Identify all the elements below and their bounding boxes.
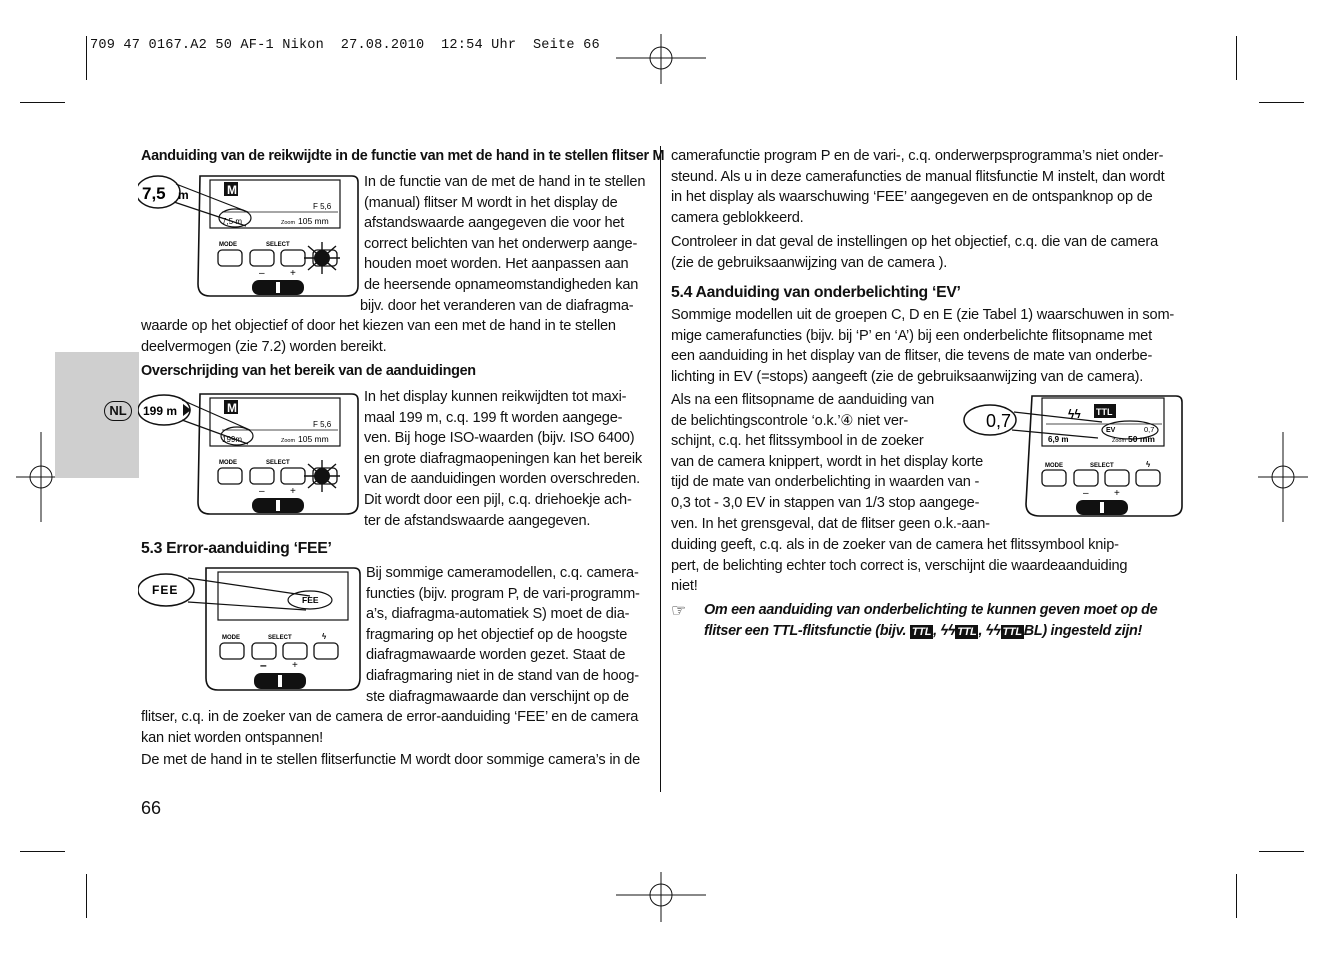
- ttl-badge: TTL: [1002, 626, 1022, 638]
- crop-mark: [86, 36, 87, 80]
- svg-text:0,7: 0,7: [1144, 425, 1155, 434]
- crop-mark: [1236, 874, 1237, 918]
- crop-mark: [20, 851, 65, 852]
- flash-display-figure-2: [138, 390, 362, 518]
- crop-mark: [1236, 36, 1237, 80]
- svg-text:105 mm: 105 mm: [298, 216, 329, 226]
- note-ttl-function: Om een aanduiding van onderbelichting te kunnen geven moet op de flitser een TTL-flitsfunctie (bijv. TTL , ϟϟ TTL , ϟϟ TTL BL) ingesteld zijn!: [704, 602, 1158, 639]
- svg-text:ϟ: ϟ: [1146, 460, 1151, 469]
- flash-display-figure-1: [138, 172, 362, 300]
- paragraph-range-manual-cont: waarde op het objectief of door het kiezen van een met de hand in te stellen deelvermogen (zie 7.2) worden bereikt.: [141, 318, 616, 355]
- svg-text:Zoom: Zoom: [281, 220, 296, 226]
- crop-mark: [1259, 102, 1304, 103]
- svg-text:MODE: MODE: [1045, 463, 1063, 469]
- svg-text:MODE: MODE: [222, 635, 240, 641]
- page-number: 66: [141, 798, 162, 818]
- range-callout: 199 m: [143, 404, 178, 418]
- svg-text:–: –: [259, 268, 265, 279]
- paragraph-underexposure: Sommige modellen uit de groepen C, D en E (zie Tabel 1) waarschuwen in som- mige camerafuncties (bijv. bij ‘P’ en ‘A’) bij een onderbelichte flitsopname met een aanduiding in het display van de flitser, die tevens de mate van onderbe- lichting in EV (=stops) aangeeft (zie de gebruiksaanwijzing van de camera).: [671, 307, 1175, 385]
- svg-text:50 mm: 50 mm: [1128, 434, 1155, 444]
- svg-text:7,5 m: 7,5 m: [222, 217, 243, 226]
- svg-text:6,9 m: 6,9 m: [1048, 435, 1069, 444]
- paragraph-range-exceeded: In het display kunnen reikwijdten tot maxi- maal 199 m, c.q. 199 ft worden aangege- ven. Bij hoge ISO-waarden (bijv. ISO 6400) en grote diafragmaopeningen kan het bereik van de aanduidingen worden overschreden. Dit wordt door een pijl, c.q. driehoekje ach- ter de afstandswaarde aangegeven.: [364, 389, 643, 529]
- language-label: NL: [104, 401, 132, 421]
- registration-mark-top: [616, 34, 706, 84]
- crop-mark: [1259, 851, 1304, 852]
- svg-text:–: –: [1083, 488, 1089, 499]
- svg-text:m: m: [178, 188, 189, 202]
- svg-text:M: M: [227, 401, 237, 415]
- svg-text:ϟϟ: ϟϟ: [1068, 407, 1081, 421]
- section-heading-5-3: 5.3 Error-aanduiding ‘FEE’: [141, 540, 332, 557]
- paragraph-ev-display-cont: duiding geeft, c.q. als in de zoeker van de camera het flitssymbool knip- pert, de belichting echter toch correct is, verschijnt die waardeaanduiding niet!: [671, 537, 1128, 595]
- svg-text:TTL: TTL: [1096, 407, 1113, 417]
- svg-text:+: +: [1114, 488, 1120, 499]
- svg-text:F 5,6: F 5,6: [313, 420, 332, 429]
- section-heading-5-4: 5.4 Aanduiding van onderbelichting ‘EV’: [671, 284, 961, 301]
- svg-text:+: +: [290, 268, 296, 279]
- paragraph-error-fee: Bij sommige cameramodellen, c.q. camera- functies (bijv. program P, de vari-programm- a’s, diafragma-automatiek S) moet de dia- fragmaring op het objectief op de hoogste diafragmawaarde worden gezet. Staat de diafragmaring niet in de stand van de hoog- ste diafragmawaarde dan verschijnt op de: [366, 565, 640, 705]
- svg-text:Zoom: Zoom: [1112, 438, 1127, 444]
- hand-pointer-icon: ☞: [671, 601, 687, 620]
- svg-text:MODE: MODE: [219, 242, 237, 248]
- paragraph-range-manual: In de functie van de met de hand in te stellen (manual) flitser M wordt in het display de afstandswaarde aangegeven die voor het correct belichten van het onderwerp aange- houden moet worden. Het aanpassen aan de heersende opnameomstandigheden kan bijv. door het veranderen van de diafragma-: [360, 174, 646, 314]
- flash-display-figure-4: [962, 392, 1186, 520]
- paragraph-ev-display: Als na een flitsopname de aanduiding van de belichtingscontrole ‘o.k.’④ niet ver- schijnt, c.q. het flitssymbool in de zoeker van de camera knippert, wordt in het display korte tijd de mate van onderbelichting in waarden van - 0,3 tot - 3,0 EV in stappen van 1/3 stop aangege- ven. In het grensgeval, dat de flitser geen o.k.-aan-: [671, 392, 990, 532]
- crop-mark: [20, 102, 65, 103]
- page-header: 709 47 0167.A2 50 AF-1 Nikon 27.08.2010 12:54 Uhr Seite 66: [90, 38, 600, 53]
- paragraph-error-fee-cont: flitser, c.q. in de zoeker van de camera de error-aanduiding ‘FEE’ en de camera kan niet worden ontspannen! De met de hand in te stellen flitserfunctie M wordt door sommige camera’s in de: [141, 709, 641, 769]
- svg-text:SELECT: SELECT: [266, 242, 290, 248]
- svg-text:199m: 199m: [222, 435, 243, 444]
- svg-text:Zoom: Zoom: [281, 438, 296, 444]
- svg-text:EV: EV: [1106, 427, 1116, 434]
- paragraph-check-settings: Controleer in dat geval de instellingen op het objectief, c.q. die van de camera (zie de gebruiksaanwijzing van de camera ).: [671, 234, 1158, 271]
- ttl-badge: TTL: [911, 626, 932, 638]
- svg-text:–: –: [260, 658, 267, 672]
- mode-indicator: M: [227, 183, 237, 197]
- heading-range-manual: Aanduiding van de reikwijdte in de functie van met de hand in te stellen flitser M: [141, 148, 665, 164]
- svg-text:105 mm: 105 mm: [298, 434, 329, 444]
- svg-text:+: +: [290, 486, 296, 497]
- ttl-badge: TTL: [957, 626, 977, 638]
- flash-display-figure-3: [138, 564, 364, 694]
- svg-text:F 5,6: F 5,6: [313, 202, 332, 211]
- svg-text:FEE: FEE: [302, 595, 319, 605]
- error-callout: FEE: [152, 583, 179, 597]
- svg-text:MODE: MODE: [219, 460, 237, 466]
- registration-mark-right: [1258, 432, 1308, 522]
- ev-callout: 0,7: [986, 411, 1012, 431]
- svg-text:ϟ: ϟ: [322, 632, 327, 641]
- svg-text:SELECT: SELECT: [266, 460, 290, 466]
- crop-mark: [86, 874, 87, 918]
- range-callout: 7,5: [142, 184, 166, 203]
- svg-text:–: –: [259, 486, 265, 497]
- paragraph-program-p: camerafunctie program P en de vari-, c.q. onderwerpsprogramma’s niet onder- steund. Als u in deze camerafuncties de manual flitsfunctie M instelt, dan wordt in het display als waarschuwing ‘FEE’ aangegeven en de ontspanknop op de camera geblokkeerd.: [671, 148, 1165, 226]
- svg-text:SELECT: SELECT: [268, 635, 292, 641]
- svg-text:SELECT: SELECT: [1090, 463, 1114, 469]
- heading-range-exceeded: Overschrijding van het bereik van de aanduidingen: [141, 363, 476, 379]
- registration-mark-bottom: [616, 872, 706, 922]
- svg-text:+: +: [292, 660, 298, 671]
